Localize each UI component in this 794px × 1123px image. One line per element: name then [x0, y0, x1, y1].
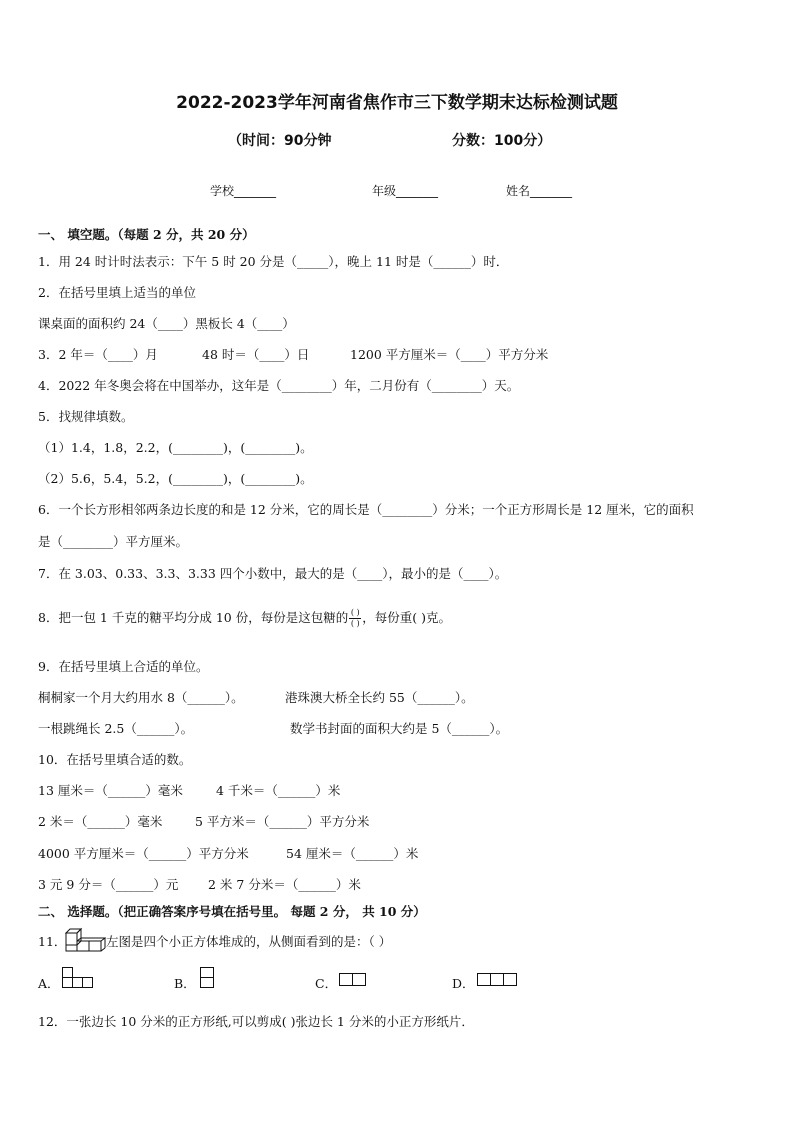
question-10e: 4000 平方厘米＝（______）平方分米 — [38, 846, 249, 861]
page-title: 2022-2023学年河南省焦作市三下数学期末达标检测试题 — [176, 93, 618, 113]
question-10c: 2 米＝（______）毫米 — [38, 814, 163, 829]
question-5: 5．找规律填数。 — [38, 409, 134, 424]
option-a-figure — [62, 967, 98, 991]
cube-stack-figure — [64, 926, 106, 952]
question-9d: 数学书封面的面积大约是 5（______）。 — [290, 721, 509, 736]
question-1: 1．用 24 时计时法表示：下午 5 时 20 分是（_____），晚上 11 时是（______）时． — [38, 254, 509, 269]
question-10g: 3 元 9 分＝（______）元 — [38, 877, 179, 892]
school-field: 学校_______ — [210, 184, 277, 198]
question-9b: 港珠澳大桥全长约 55（______）。 — [285, 690, 474, 705]
question-3c: 1200 平方厘米＝（____）平方分米 — [350, 347, 549, 362]
option-c-figure — [339, 973, 369, 987]
fraction-denominator: ( ) — [350, 619, 360, 628]
question-6-line-2: 是（________）平方厘米。 — [38, 534, 189, 549]
option-d-label: D． — [452, 976, 475, 991]
exam-time: （时间：90分钟 — [228, 133, 332, 149]
option-c-label: C． — [315, 976, 338, 991]
question-3a: 3．2 年＝（____）月 — [38, 347, 158, 362]
question-2-text: 课桌面的面积约 24（____）黑板长 4（____） — [38, 316, 295, 331]
question-8 — [38, 608, 451, 628]
question-5-part-1: （1）1.4，1.8，2.2，(________)，(________)。 — [38, 440, 313, 455]
section1-heading: 一、 填空题。（每题 2 分，共 20 分） — [38, 227, 255, 242]
grade-field: 年级_______ — [372, 184, 439, 198]
question-10a: 13 厘米＝（______）毫米 — [38, 783, 183, 798]
question-9c: 一根跳绳长 2.5（______）。 — [38, 721, 194, 736]
question-10f: 54 厘米＝（______）米 — [286, 846, 419, 861]
question-8-tail: ，每份重( )克。 — [362, 610, 451, 625]
question-7: 7．在 3.03、0.33、3.3、3.33 四个小数中，最大的是（____），最小的是（____）。 — [38, 566, 508, 581]
option-b-label: B． — [174, 976, 196, 991]
exam-score: 分数：100分） — [452, 133, 552, 149]
question-5-part-2: （2）5.6，5.4，5.2，(________)，(________)。 — [38, 471, 313, 486]
fraction-numerator: ( ) — [350, 608, 360, 617]
option-a-label: A． — [38, 976, 60, 991]
question-2: 2．在括号里填上适当的单位 — [38, 285, 196, 300]
question-11-text: 左图是四个小正方体堆成的，从侧面看到的是：（ ） — [106, 934, 392, 949]
question-3b: 48 时＝（____）日 — [202, 347, 310, 362]
question-12: 12．一张边长 10 分米的正方形纸,可以剪成( )张边长 1 分米的小正方形纸片． — [38, 1014, 474, 1029]
question-11-number: 11． — [38, 934, 67, 949]
question-4: 4．2022 年冬奥会将在中国举办，这年是（________）年，二月份有（________）天。 — [38, 378, 520, 393]
name-field: 姓名_______ — [506, 184, 573, 198]
question-10b: 4 千米＝（______）米 — [216, 783, 341, 798]
question-10: 10．在括号里填合适的数。 — [38, 752, 192, 767]
question-9: 9．在括号里填上合适的单位。 — [38, 659, 209, 674]
question-10d: 5 平方米＝（______）平方分米 — [195, 814, 370, 829]
fraction-blank — [349, 609, 361, 628]
question-6-line-1: 6．一个长方形相邻两条边长度的和是 12 分米，它的周长是（________）分米；一个正方形周长是 12 厘米，它的面积 — [38, 502, 694, 517]
question-9a: 桐桐家一个月大约用水 8（______）。 — [38, 690, 244, 705]
option-b-figure — [200, 967, 216, 991]
section2-heading: 二、 选择题。（把正确答案序号填在括号里。 每题 2 分， 共 10 分） — [38, 904, 426, 919]
question-8-text: 8．把一包 1 千克的糖平均分成 10 份，每份是这包糖的 — [38, 610, 349, 625]
question-10h: 2 米 7 分米＝（______）米 — [208, 877, 361, 892]
option-d-figure — [477, 973, 517, 987]
